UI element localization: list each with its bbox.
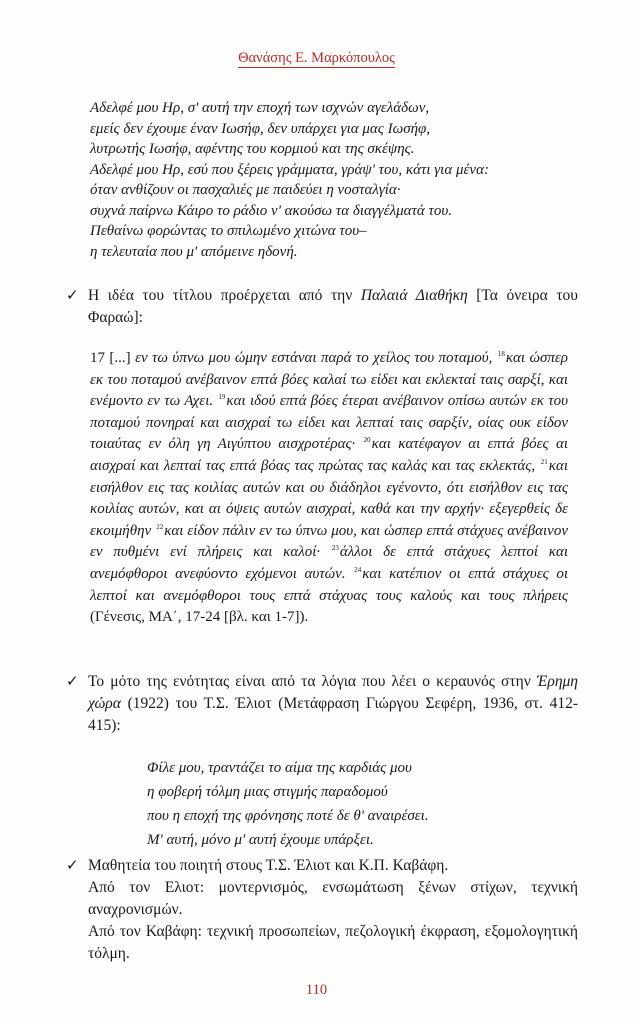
poem-line: λυτρωτής Ιωσήφ, αφέντης του κορμιού και της σκέψης. [90,141,415,157]
verse-18: και ώσπερ εκ του ποταμού ανέβαινον επτά βόες καλαί τω είδει και εκλεκταί ταις σαρξί, και ενέμοντο εν τω Αχει. [90,350,569,410]
poem-line: συχνά παίρνω Κάιρο το ράδιο ν' ακούσω τα διαγγέλματά του. [90,202,453,219]
poem-line: εμείς δεν έχουμε έναν Ιωσήφ, δεν υπάρχει για μας Ιωσήφ, [90,120,431,137]
quote-start: 17 [...] [90,350,131,366]
poem-line: όταν ανθίζουν οι πασχαλιές με παιδεύει η νοσταλγία· [90,182,401,198]
verse-number: 19 [218,393,226,402]
note-text [88,285,578,329]
scripture-source: (Γένεσις, ΜΑ΄, 17-24 [βλ. και 1-7]). [90,609,309,626]
note-text-part: Η ιδέα του τίτλου προέρχεται από την [88,287,361,304]
verse-24: και κατέπιον οι επτά στάχυες οι λεπτοί και ανεμόφθοροι τους επτά στάχυας τους καλούς και τους πλήρεις [90,565,569,604]
poem-line: η τελευταία που μ' απόμεινε ηδονή. [90,243,298,260]
poem-line: Αδελφέ μου Ηρ, σ' αυτή την εποχή των ισχνών αγελάδων, [90,100,430,116]
verse-number: 21 [540,457,548,466]
eliot-verse [147,756,429,852]
note-apprenticeship [66,855,578,965]
note-title-origin [66,285,578,329]
note-eliot: Από τον Ελιοτ: μοντερνισμός, ενσωμάτωση ξένων στίχων, τεχνική αναχρονισμών. [88,879,578,918]
note-text [88,671,578,737]
verse-number: 23 [331,544,339,553]
note-text: Μαθητεία του ποιητή στους Τ.Σ. Έλιοτ και Κ.Π. Καβάφη. [88,857,449,874]
note-text-italic: Έρημη χώρα [88,673,578,712]
note-text-part: (1922) του Τ.Σ. Έλιοτ (Μετάφραση Γιώργου Σεφέρη, 1936, στ. 412-415): [88,695,578,734]
note-text-part: Το μότο της ενότητας είναι από τα λόγια που λέει ο κεραυνός στην [88,673,537,690]
poem-line: Πεθαίνω φορώντας το σπιλωμένο χιτώνα του– [90,223,367,239]
author-name: Θανάσης Ε. Μαρκόπουλος [238,50,395,66]
verse-number: 20 [363,436,371,445]
verse-22: και είδον πάλιν εν τω ύπνω μου, και ώσπερ επτά στάχυες ανέβαινον εν πυθμένι ενί πλήρεις και καλοί· [90,522,569,561]
verse-number: 22 [156,522,164,531]
checkmark-icon: ✓ [66,288,79,304]
checkmark-icon: ✓ [66,858,79,874]
verse-line: Μ' αυτή, μόνο μ' αυτή έχουμε υπάρξει. [147,832,374,848]
opening-poem [90,98,489,262]
verse-17: εν τω ύπνω μου ώμην εστάναι παρά το χείλος του ποταμού, [135,350,493,366]
verse-line: η φοβερή τόλμη μιας στιγμής παραδομού [147,784,388,800]
running-header [0,50,633,67]
note-cavafy: Από τον Καβάφη: τεχνική προσωπείων, πεζολογική έκφραση, εξομολογητική τόλμη. [88,923,578,962]
verse-19: και ιδού επτά βόες έτεραι ανέβαινον οπίσω αυτών εκ του ποταμού πονηραί και αισχραί τω είδει και λεπταί ταις σαρξίν, οίας ουκ είδον τοιαύτας εν όλη γη Αιγύπτου αισχροτέρας· [90,393,569,453]
verse-20: και κατέφαγον αι επτά βόες αι αισχραί και λεπταί τας επτά βόας τας πρώτας τας καλάς και τας εκλεκτάς, [90,436,568,474]
verse-number: 18 [497,350,505,358]
note-motto [66,671,578,737]
scripture-quote [90,348,568,629]
poem-line: Αδελφέ μου Ηρ, εσύ που ξέρεις γράμματα, γράψ' του, κάτι για μένα: [90,161,489,178]
checkmark-icon: ✓ [66,674,79,690]
verse-number: 24 [354,565,362,574]
note-text-part: [Τα όνειρα του Φαραώ]: [88,287,578,326]
verse-21: και εισήλθον εις τας κοιλίας αυτών και ου διάδηλοι εγένοντο, ότι εισήλθον εις τας κοιλίας αυτών, και αι όψεις αυτών αισχραί, καθά και την αρχήν· εξεγερθείς δε εκοιμήθην [90,457,568,539]
verse-23: άλλοι δε επτά στάχυες λεπτοί και ανεμόφθοροι ανεφύοντο εχόμενοι αυτών. [90,544,569,582]
verse-line: Φίλε μου, τραντάζει το αίμα της καρδιάς μου [147,760,412,776]
note-text-italic: Παλαιά Διαθήκη [360,287,468,304]
verse-line: που η εποχή της φρόνησης ποτέ δε θ' αναιρέσει. [147,808,429,824]
page-number: 110 [305,982,328,998]
